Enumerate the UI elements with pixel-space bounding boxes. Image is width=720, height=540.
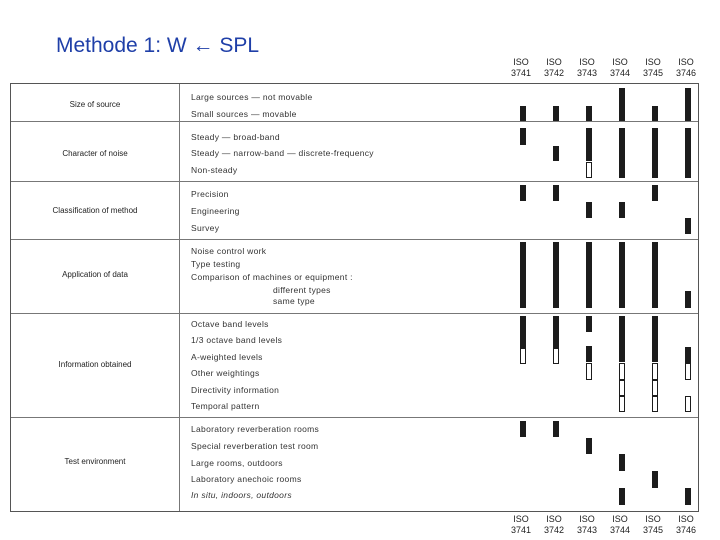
list-item: Large rooms, outdoors bbox=[191, 458, 283, 468]
applicability-bar-open bbox=[520, 348, 526, 364]
applicability-bar bbox=[652, 185, 658, 201]
applicability-bar bbox=[685, 347, 691, 363]
list-item: Laboratory anechoic rooms bbox=[191, 474, 302, 484]
iso-header-3745-bottom: ISO 3745 bbox=[642, 514, 664, 535]
section-test-environment: Test environment bbox=[64, 457, 126, 466]
applicability-bar bbox=[685, 218, 691, 234]
row-divider bbox=[11, 417, 698, 418]
applicability-bar bbox=[553, 146, 559, 161]
applicability-bar bbox=[586, 128, 592, 161]
applicability-bar-open bbox=[685, 363, 691, 380]
applicability-bar bbox=[586, 106, 592, 121]
list-item: Temporal pattern bbox=[191, 401, 260, 411]
section-character-of-noise: Character of noise bbox=[62, 149, 128, 158]
list-item: different types bbox=[273, 285, 331, 295]
applicability-bar bbox=[685, 488, 691, 505]
list-item: Comparison of machines or equipment : bbox=[191, 272, 353, 282]
applicability-bar bbox=[586, 346, 592, 362]
section-size-of-source: Size of source bbox=[69, 100, 121, 109]
applicability-bar bbox=[520, 185, 526, 201]
applicability-bar-open bbox=[652, 380, 658, 396]
list-item: Engineering bbox=[191, 206, 240, 216]
list-item: Steady — broad-band bbox=[191, 132, 280, 142]
applicability-bar-open bbox=[619, 363, 625, 380]
applicability-bar bbox=[685, 128, 691, 178]
list-item: Large sources — not movable bbox=[191, 92, 313, 102]
row-divider bbox=[11, 181, 698, 182]
iso-header-3745-top: ISO 3745 bbox=[642, 57, 664, 78]
iso-header-3743-top: ISO 3743 bbox=[576, 57, 598, 78]
applicability-bar bbox=[685, 88, 691, 121]
applicability-bar bbox=[652, 106, 658, 121]
iso-header-3746-top: ISO 3746 bbox=[675, 57, 697, 78]
applicability-bar bbox=[619, 242, 625, 308]
list-item: Directivity information bbox=[191, 385, 280, 395]
applicability-bar bbox=[520, 106, 526, 121]
applicability-bar bbox=[586, 242, 592, 308]
list-item: Special reverberation test room bbox=[191, 441, 319, 451]
list-item: Non-steady bbox=[191, 165, 238, 175]
applicability-bar bbox=[619, 316, 625, 362]
applicability-bar bbox=[619, 202, 625, 218]
slide-title bbox=[56, 34, 259, 58]
applicability-bar bbox=[619, 488, 625, 505]
applicability-bar bbox=[520, 316, 526, 348]
standards-table bbox=[10, 83, 699, 512]
category-divider bbox=[179, 84, 180, 511]
applicability-bar bbox=[619, 454, 625, 471]
applicability-bar-open bbox=[685, 396, 691, 412]
iso-header-3744-bottom: ISO 3744 bbox=[609, 514, 631, 535]
iso-header-3741-top: ISO 3741 bbox=[510, 57, 532, 78]
applicability-bar bbox=[652, 471, 658, 488]
list-item: Small sources — movable bbox=[191, 109, 297, 119]
title-text: Methode 1: W ← SPL bbox=[56, 34, 260, 57]
list-item: Steady — narrow-band — discrete-frequency bbox=[191, 148, 374, 158]
list-item: Laboratory reverberation rooms bbox=[191, 424, 320, 434]
applicability-bar bbox=[619, 88, 625, 121]
iso-header-3743-bottom: ISO 3743 bbox=[576, 514, 598, 535]
list-item: Type testing bbox=[191, 259, 241, 269]
applicability-bar bbox=[520, 242, 526, 308]
list-item: same type bbox=[273, 296, 315, 306]
row-divider bbox=[11, 313, 698, 314]
iso-header-3744-top: ISO 3744 bbox=[609, 57, 631, 78]
iso-header-3741-bottom: ISO 3741 bbox=[510, 514, 532, 535]
applicability-bar bbox=[685, 291, 691, 308]
iso-header-3746-bottom: ISO 3746 bbox=[675, 514, 697, 535]
applicability-bar-open bbox=[586, 162, 592, 178]
list-item: A-weighted levels bbox=[191, 352, 263, 362]
applicability-bar bbox=[553, 106, 559, 121]
section-information-obtained: Information obtained bbox=[58, 360, 132, 369]
list-item: 1/3 octave band levels bbox=[191, 335, 283, 345]
applicability-bar bbox=[553, 421, 559, 437]
applicability-bar bbox=[652, 316, 658, 362]
row-divider bbox=[11, 121, 698, 122]
list-item: Octave band levels bbox=[191, 319, 269, 329]
section-classification-of-method: Classification of method bbox=[52, 206, 138, 215]
iso-header-3742-top: ISO 3742 bbox=[543, 57, 565, 78]
list-item: Precision bbox=[191, 189, 229, 199]
applicability-bar bbox=[553, 185, 559, 201]
list-item: Noise control work bbox=[191, 246, 267, 256]
applicability-bar bbox=[586, 438, 592, 454]
applicability-bar bbox=[586, 316, 592, 332]
applicability-bar bbox=[619, 128, 625, 178]
applicability-bar bbox=[652, 242, 658, 308]
applicability-bar bbox=[553, 242, 559, 308]
applicability-bar bbox=[520, 128, 526, 145]
list-item: Other weightings bbox=[191, 368, 260, 378]
applicability-bar-open bbox=[652, 363, 658, 380]
list-item: Survey bbox=[191, 223, 220, 233]
applicability-bar-open bbox=[553, 348, 559, 364]
applicability-bar-open bbox=[652, 396, 658, 412]
section-application-of-data: Application of data bbox=[62, 270, 128, 279]
row-divider bbox=[11, 239, 698, 240]
applicability-bar bbox=[586, 202, 592, 218]
applicability-bar-open bbox=[619, 396, 625, 412]
applicability-bar-open bbox=[619, 380, 625, 396]
applicability-bar-open bbox=[586, 363, 592, 380]
applicability-bar bbox=[553, 316, 559, 348]
applicability-bar bbox=[520, 421, 526, 437]
applicability-bar bbox=[652, 128, 658, 178]
list-item: In situ, indoors, outdoors bbox=[191, 490, 292, 500]
iso-header-3742-bottom: ISO 3742 bbox=[543, 514, 565, 535]
